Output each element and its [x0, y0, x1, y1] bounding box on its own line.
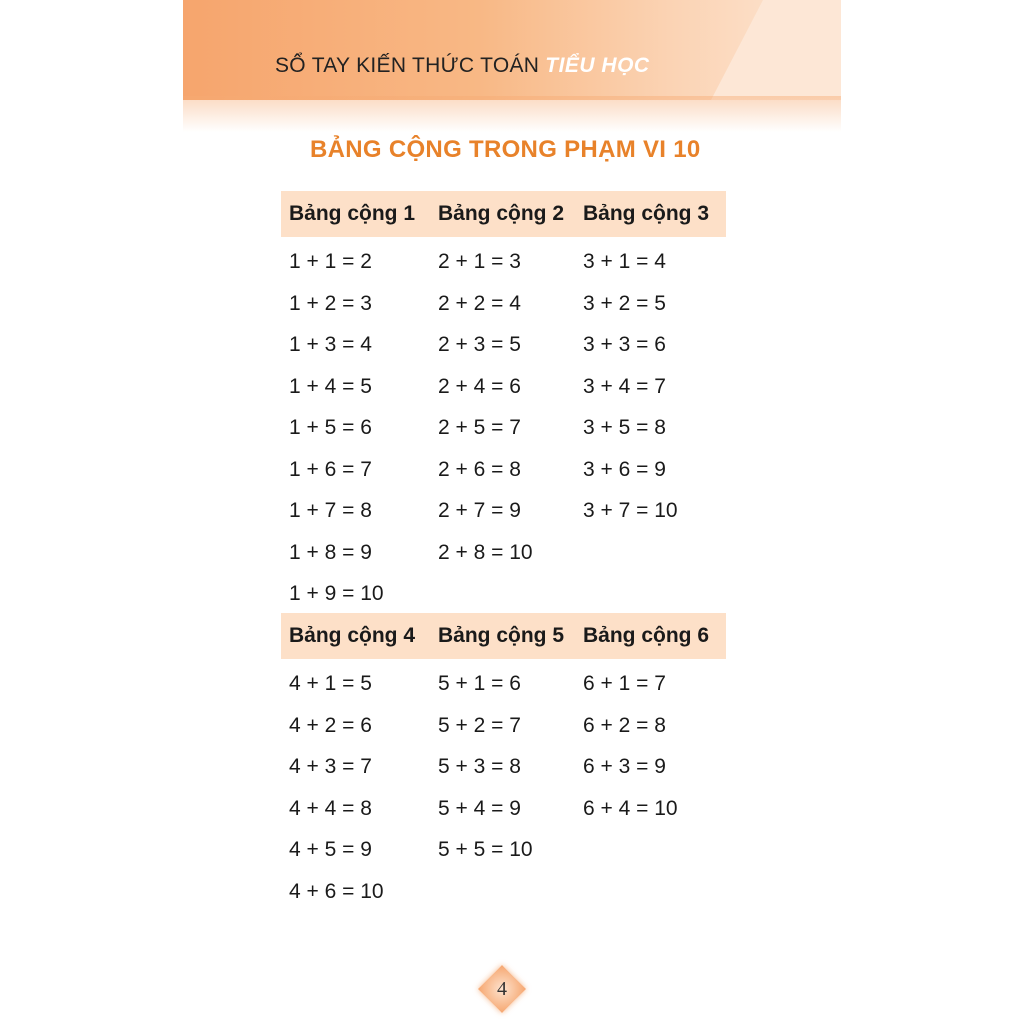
equation: 5 + 1 = 6	[438, 672, 521, 695]
block-2-header	[281, 613, 726, 659]
page-heading: BẢNG CỘNG TRONG PHẠM VI 10	[310, 136, 701, 163]
block-2-body	[281, 659, 726, 912]
table-title: Bảng cộng 5	[438, 624, 565, 647]
equation: 2 + 3 = 5	[438, 333, 521, 356]
equation: 4 + 1 = 5	[289, 672, 372, 695]
equation: 1 + 2 = 3	[289, 291, 372, 315]
table-column	[281, 663, 431, 912]
equation: 5 + 2 = 7	[438, 713, 521, 737]
equation: 4 + 4 = 8	[289, 796, 372, 820]
addition-block-2	[281, 613, 726, 912]
equation: 5 + 4 = 9	[438, 796, 521, 820]
page-number-badge	[481, 968, 523, 1010]
table-column	[579, 241, 726, 615]
header-banner	[183, 0, 841, 100]
table-column	[281, 241, 431, 615]
book-title-accent: TIỂU HỌC	[545, 54, 650, 77]
equation: 3 + 4 = 7	[583, 374, 666, 398]
equation: 4 + 3 = 7	[289, 755, 372, 778]
equation: 2 + 5 = 7	[438, 416, 521, 439]
equation: 3 + 2 = 5	[583, 291, 666, 315]
equation: 3 + 3 = 6	[583, 333, 666, 356]
book-title-main: SỔ TAY KIẾN THỨC TOÁN	[275, 54, 540, 77]
equation: 1 + 4 = 5	[289, 374, 372, 398]
equation: 4 + 5 = 9	[289, 838, 372, 861]
equation: 2 + 8 = 10	[438, 540, 533, 564]
equation: 1 + 3 = 4	[289, 333, 372, 356]
equation: 1 + 5 = 6	[289, 416, 372, 439]
equation: 2 + 6 = 8	[438, 457, 521, 481]
equation: 1 + 1 = 2	[289, 250, 372, 273]
equation: 1 + 7 = 8	[289, 499, 372, 522]
table-column	[431, 663, 579, 912]
equation: 6 + 2 = 8	[583, 713, 666, 737]
table-column	[579, 663, 726, 912]
addition-block-1	[281, 191, 726, 615]
table-title: Bảng cộng 2	[438, 202, 565, 225]
table-title: Bảng cộng 4	[289, 624, 416, 647]
page-number: 4	[497, 978, 507, 1000]
banner-shadow	[183, 96, 841, 132]
equation: 1 + 8 = 9	[289, 540, 372, 564]
equation: 3 + 1 = 4	[583, 250, 666, 273]
equation: 2 + 1 = 3	[438, 250, 521, 273]
equation: 4 + 6 = 10	[289, 879, 384, 903]
block-1-body	[281, 237, 726, 615]
equation: 5 + 5 = 10	[438, 838, 533, 861]
equation: 6 + 1 = 7	[583, 672, 666, 695]
equation: 2 + 2 = 4	[438, 291, 521, 315]
book-title	[275, 54, 650, 78]
equation: 3 + 7 = 10	[583, 499, 678, 522]
table-title: Bảng cộng 6	[583, 624, 710, 647]
equation: 1 + 9 = 10	[289, 582, 384, 605]
equation: 6 + 3 = 9	[583, 755, 666, 778]
equation: 2 + 4 = 6	[438, 374, 521, 398]
table-column	[431, 241, 579, 615]
equation: 4 + 2 = 6	[289, 713, 372, 737]
equation: 3 + 5 = 8	[583, 416, 666, 439]
equation: 3 + 6 = 9	[583, 457, 666, 481]
table-title: Bảng cộng 1	[289, 202, 416, 225]
equation: 6 + 4 = 10	[583, 796, 678, 820]
equation: 5 + 3 = 8	[438, 755, 521, 778]
table-title: Bảng cộng 3	[583, 202, 710, 225]
equation: 1 + 6 = 7	[289, 457, 372, 481]
block-1-header	[281, 191, 726, 237]
equation: 2 + 7 = 9	[438, 499, 521, 522]
